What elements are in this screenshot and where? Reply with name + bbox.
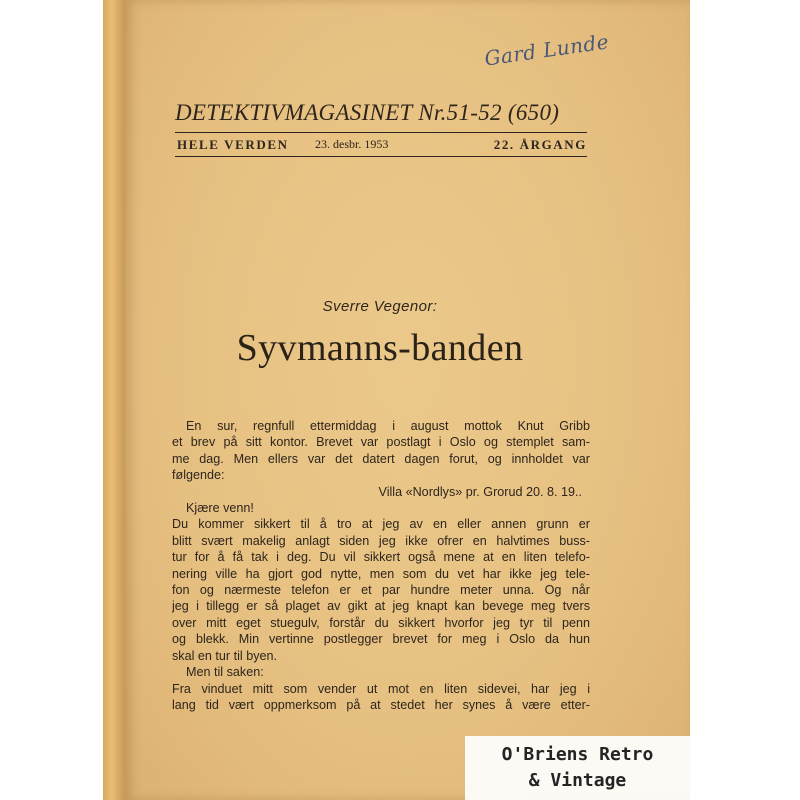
body-line: følgende: [172,468,225,483]
body-line: over mitt eget stuegulv, forstår du sikkert hvorfor jeg tyr til penn [172,615,590,630]
issue-date: 23. desbr. 1953 [315,137,389,151]
seller-watermark [465,736,690,800]
masthead-region: HELE VERDEN [177,137,289,152]
magazine-masthead: DETEKTIVMAGASINET Nr.51-52 (650) [175,100,560,125]
body-line: blitt svært makelig anlagt siden jeg ikke ofrer en halvtimes buss- [172,533,590,548]
watermark-line-1: O'Briens Retro [501,744,654,765]
volume-year: 22. ÅRGANG [493,137,587,152]
handwritten-signature: Gard Lunde [482,29,611,71]
masthead-subline [175,135,587,155]
body-line: lang tid vært oppmerksom på at stedet her synes å være etter- [172,697,590,712]
body-line: nering ville ha gjort god nytte, men som du vet har ikke jeg tele- [172,566,590,581]
body-line: En sur, regnfull ettermiddag i august mottok Knut Gribb [186,419,590,433]
masthead-rule-bottom [175,156,587,157]
letter-dateline: Villa «Nordlys» pr. Grorud 20. 8. 19.. [378,484,582,499]
body-line: fon og nærmeste telefon er et par hundre meter unna. Og når [172,583,590,598]
body-line: Men til saken: [186,665,264,680]
body-line: Fra vinduet mitt som vender ut mot en liten sidevei, har jeg i [172,681,590,696]
body-line: skal en tur til byen. [172,648,277,663]
story-body [172,418,590,713]
body-line: me dag. Men ellers var det datert dagen forut, og innholdet var [172,451,590,466]
body-line: jeg i tillegg er så plaget av gikt at jeg knapt kan bevege meg tvers [172,599,590,614]
body-line: og blekk. Min vertinne postlegger brevet for meg i Oslo da hun [172,632,590,647]
story-author: Sverre Vegenor: [322,298,438,315]
letter-salutation: Kjære venn! [186,501,254,516]
body-line: et brev på sitt kontor. Brevet var postlagt i Oslo og stemplet sam- [172,435,590,450]
body-line: tur for å få tak i deg. Du vil sikkert også mene at en liten telefo- [172,550,590,565]
body-line: Du kommer sikkert til å tro at jeg av en eller annen grunn er [172,517,590,532]
watermark-line-2: & Vintage [528,770,627,791]
story-title: Syvmanns-banden [236,327,524,369]
book-spine-edge [103,0,125,800]
masthead-rule-top [175,132,587,133]
